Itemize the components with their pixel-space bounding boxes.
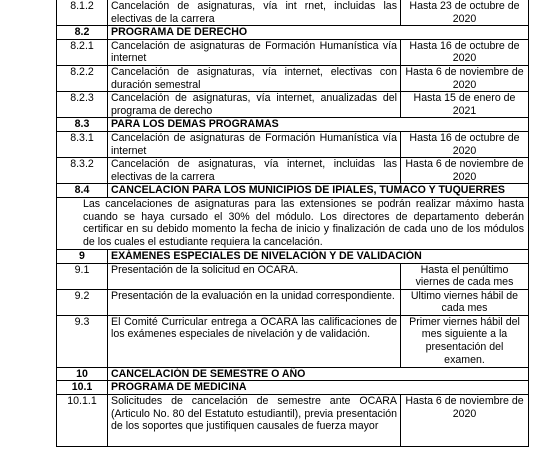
item-number: 10.1.1 xyxy=(57,395,108,447)
item-number: 8.3.1 xyxy=(57,131,108,157)
table-row xyxy=(57,263,529,289)
section-number: 10 xyxy=(57,367,108,381)
item-number: 8.2.1 xyxy=(57,39,108,65)
section-title: PARA LOS DEMAS PROGRAMAS xyxy=(108,118,529,132)
item-description: Solicitudes de cancelación de semestre ante OCARA (Articulo No. 80 del Estatuto estudiantil), previa presentación de los soportes que justifiquen causales de fuerza mayor xyxy=(108,395,401,447)
section-number: 8.4 xyxy=(57,184,108,198)
item-description: Cancelación de asignaturas, vía internet, electivas con duración semestral xyxy=(108,65,401,91)
item-description: Cancelación de asignaturas de Formación Humanística vía internet xyxy=(108,39,401,65)
section-number: 10.1 xyxy=(57,381,108,395)
item-description: Cancelación de asignaturas de Formación Humanística vía internet xyxy=(108,131,401,157)
item-description: Cancelación de asignaturas, vía internet, anualizadas del programa de derecho xyxy=(108,92,401,118)
table-row xyxy=(57,65,529,91)
table-row xyxy=(57,315,529,367)
item-number: 8.1.2 xyxy=(57,0,108,26)
item-description: Cancelación de asignaturas, vía internet, incluidas las electivas de la carrera xyxy=(108,158,401,184)
extensions-note: Las cancelaciones de asignaturas para las extensiones se podrán realizar máximo hasta cuando se haya cursado el 30% del módulo. Los directores de departamento deberán certificar en su debido momento la fecha de inicio y finalización de cada uno de los módulos de los cuales el estudiante requiera la cancelación. xyxy=(57,197,529,249)
item-description: Cancelación de asignaturas, vía int rnet, incluidas las electivas de la carrera xyxy=(108,0,401,26)
item-description: Presentación de la solicitud en OCARA. xyxy=(108,263,401,289)
item-deadline: Ultimo viernes hábil de cada mes xyxy=(401,289,529,315)
item-deadline: Hasta 23 de octubre de 2020 xyxy=(401,0,529,26)
item-number: 8.2.2 xyxy=(57,65,108,91)
section-title: PROGRAMA DE DERECHO xyxy=(108,26,529,40)
section-row xyxy=(57,26,529,40)
section-title: CANCELACION PARA LOS MUNICIPIOS DE IPIALES, TUMACO Y TUQUERRES xyxy=(108,184,529,198)
academic-calendar-table xyxy=(56,0,529,447)
item-deadline: Hasta 16 de octubre de 2020 xyxy=(401,131,529,157)
item-deadline: Hasta 6 de noviembre de 2020 xyxy=(401,395,529,447)
section-title: PROGRAMA DE MEDICINA xyxy=(108,381,529,395)
item-deadline: Hasta 6 de noviembre de 2020 xyxy=(401,65,529,91)
note-row xyxy=(57,197,529,249)
table-row xyxy=(57,131,529,157)
item-number: 9.1 xyxy=(57,263,108,289)
item-description: Presentación de la evaluación en la unidad correspondiente. xyxy=(108,289,401,315)
section-number: 9 xyxy=(57,249,108,263)
item-deadline: Hasta 6 de noviembre de 2020 xyxy=(401,158,529,184)
table-row xyxy=(57,395,529,447)
section-number: 8.2 xyxy=(57,26,108,40)
item-description: El Comité Curricular entrega a OCARA las calificaciones de los exámenes especiales de nivelación y de validación. xyxy=(108,315,401,367)
item-deadline: Hasta 15 de enero de 2021 xyxy=(401,92,529,118)
section-row xyxy=(57,249,529,263)
section-row xyxy=(57,118,529,132)
item-number: 8.3.2 xyxy=(57,158,108,184)
section-row xyxy=(57,381,529,395)
item-number: 8.2.3 xyxy=(57,92,108,118)
table-row xyxy=(57,0,529,26)
item-deadline: Hasta el penúltimo viernes de cada mes xyxy=(401,263,529,289)
section-number: 8.3 xyxy=(57,118,108,132)
section-row xyxy=(57,367,529,381)
section-title: EXÁMENES ESPECIALES DE NIVELACIÓN Y DE VALIDACIÓN xyxy=(108,249,529,263)
item-deadline: Primer viernes hábil del mes siguiente a la presentación del examen. xyxy=(401,315,529,367)
section-row xyxy=(57,184,529,198)
table-row xyxy=(57,158,529,184)
table-row xyxy=(57,289,529,315)
section-title: CANCELACIÓN DE SEMESTRE O AÑO xyxy=(108,367,529,381)
item-number: 9.2 xyxy=(57,289,108,315)
item-deadline: Hasta 16 de octubre de 2020 xyxy=(401,39,529,65)
table-row xyxy=(57,39,529,65)
table-row xyxy=(57,92,529,118)
item-number: 9.3 xyxy=(57,315,108,367)
